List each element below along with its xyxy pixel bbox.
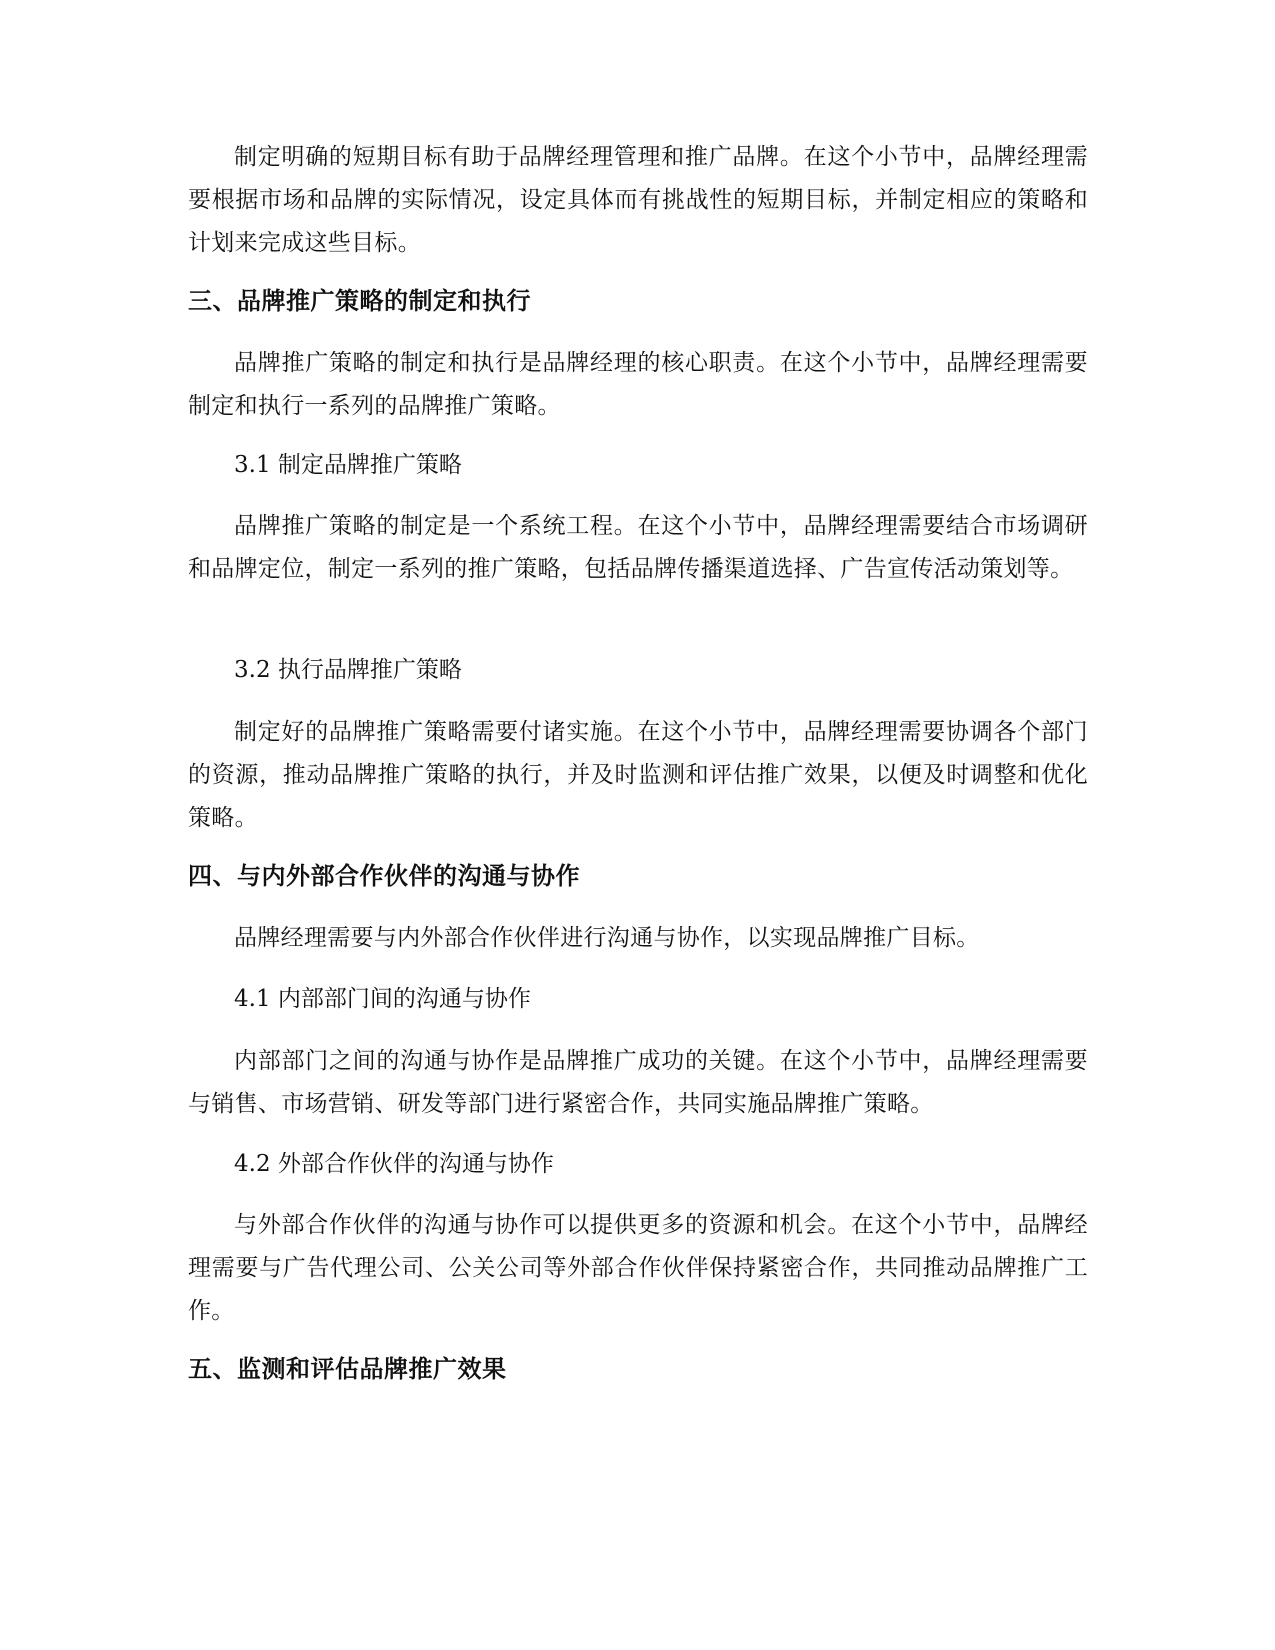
document-page <box>188 0 1088 1650</box>
subsection-4-1-body: 内部部门之间的沟通与协作是品牌推广成功的关键。在这个小节中，品牌经理需要与销售、市场营销、研发等部门进行紧密合作，共同实施品牌推广策略。 <box>188 1048 1088 1117</box>
subsection-4-1-title: 4.1 内部部门间的沟通与协作 <box>234 986 531 1012</box>
subsection-3-1-body: 品牌推广策略的制定是一个系统工程。在这个小节中，品牌经理需要结合市场调研和品牌定位，制定一系列的推广策略，包括品牌传播渠道选择、广告宣传活动策划等。 <box>188 513 1088 582</box>
subsection-3-2-title: 3.2 执行品牌推广策略 <box>234 657 462 683</box>
subsection-4-2-title: 4.2 外部合作伙伴的沟通与协作 <box>234 1151 554 1177</box>
subsection-3-1-title: 3.1 制定品牌推广策略 <box>234 452 462 478</box>
section-3-intro: 品牌推广策略的制定和执行是品牌经理的核心职责。在这个小节中，品牌经理需要制定和执行一系列的品牌推广策略。 <box>188 350 1088 419</box>
subsection-3-2-body: 制定好的品牌推广策略需要付诸实施。在这个小节中，品牌经理需要协调各个部门的资源，推动品牌推广策略的执行，并及时监测和评估推广效果，以便及时调整和优化策略。 <box>188 719 1088 831</box>
section-4-heading: 四、与内外部合作伙伴的沟通与协作 <box>188 862 580 890</box>
section-3-heading: 三、品牌推广策略的制定和执行 <box>188 287 531 315</box>
paragraph-intro: 制定明确的短期目标有助于品牌经理管理和推广品牌。在这个小节中，品牌经理需要根据市场和品牌的实际情况，设定具体而有挑战性的短期目标，并制定相应的策略和计划来完成这些目标。 <box>188 144 1088 256</box>
section-5-heading: 五、监测和评估品牌推广效果 <box>188 1355 507 1383</box>
subsection-4-2-body: 与外部合作伙伴的沟通与协作可以提供更多的资源和机会。在这个小节中，品牌经理需要与广告代理公司、公关公司等外部合作伙伴保持紧密合作，共同推动品牌推广工作。 <box>188 1212 1088 1324</box>
section-4-intro: 品牌经理需要与内外部合作伙伴进行沟通与协作，以实现品牌推广目标。 <box>234 925 980 951</box>
